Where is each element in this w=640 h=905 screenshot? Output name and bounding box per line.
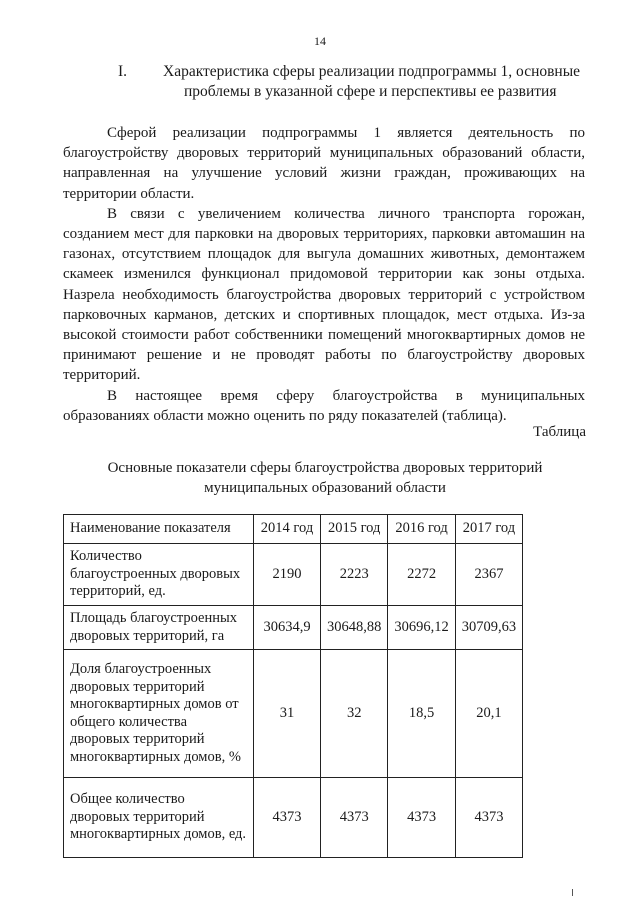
cell-value: 4373: [254, 778, 321, 858]
paragraph-scope: Сферой реализации подпрограммы 1 является деятельность по благоустройству дворовых территорий муниципальных образований области, направленная на улучшение условий жизни граждан, проживающих на территории области.: [63, 125, 585, 202]
section-title-line-2: проблемы в указанной сфере и перспективы ее развития: [184, 83, 557, 100]
cell-value: 32: [321, 650, 388, 778]
cell-value: 30648,88: [321, 606, 388, 650]
cell-value: 31: [254, 650, 321, 778]
table-caption: Таблица: [533, 424, 586, 440]
row-name: Доля благоустроенных дворовых территорий многоквартирных домов от общего количества дворовых территорий многоквартирных домов, %: [64, 650, 254, 778]
page-number: 14: [314, 34, 326, 48]
header-2015: 2015 год: [321, 515, 388, 544]
cell-value: 30709,63: [455, 606, 522, 650]
row-name: Количество благоустроенных дворовых территорий, ед.: [64, 544, 254, 606]
section-title-line-1: Характеристика сферы реализации подпрограммы 1, основные: [163, 63, 581, 80]
header-2014: 2014 год: [254, 515, 321, 544]
cell-value: 30634,9: [254, 606, 321, 650]
paragraph-problems: В связи с увеличением количества личного транспорта горожан, созданием мест для парковки на дворовых территориях, парковки автомашин на газонах, отсутствием площадок для выгула домашних животных, демонтажем скамеек изменился функционал придомовой территории как зоны отдыха. Назрела необходимость благоустройства дворовых территорий с устройством парковочных карманов, детских и спортивных площадок, мест отдыха. Из-за высокой стоимости работ собственники помещений многоквартирных домов не принимают решение и не проводят работы по благоустройству дворовых территорий.: [63, 205, 585, 384]
paragraph-indicators: В настоящее время сферу благоустройства в муниципальных образованиях области можно оценить по ряду показателей (таблица).: [63, 387, 585, 424]
body-text: [63, 123, 585, 426]
table-row: [64, 544, 523, 606]
table-row: [64, 606, 523, 650]
cell-value: 4373: [321, 778, 388, 858]
cell-value: 2223: [321, 544, 388, 606]
cell-value: 4373: [388, 778, 455, 858]
cell-value: 2367: [455, 544, 522, 606]
table-row: [64, 778, 523, 858]
cell-value: 2190: [254, 544, 321, 606]
header-2016: 2016 год: [388, 515, 455, 544]
cell-value: 30696,12: [388, 606, 455, 650]
row-name: Общее количество дворовых территорий многоквартирных домов, ед.: [64, 778, 254, 858]
header-indicator-name: Наименование показателя: [64, 515, 254, 544]
cell-value: 18,5: [388, 650, 455, 778]
row-name: Площадь благоустроенных дворовых территорий, га: [64, 606, 254, 650]
table-title-line-2: муниципальных образований области: [204, 480, 446, 496]
header-2017: 2017 год: [455, 515, 522, 544]
table-header-row: [64, 515, 523, 544]
table-title-line-1: Основные показатели сферы благоустройства дворовых территорий: [107, 460, 543, 476]
indicators-table: [63, 514, 523, 858]
cell-value: 4373: [455, 778, 522, 858]
table-title: [60, 458, 590, 498]
table-row: [64, 650, 523, 778]
section-number: I.: [118, 63, 128, 80]
cell-value: 2272: [388, 544, 455, 606]
cell-value: 20,1: [455, 650, 522, 778]
scan-mark: [572, 889, 573, 896]
